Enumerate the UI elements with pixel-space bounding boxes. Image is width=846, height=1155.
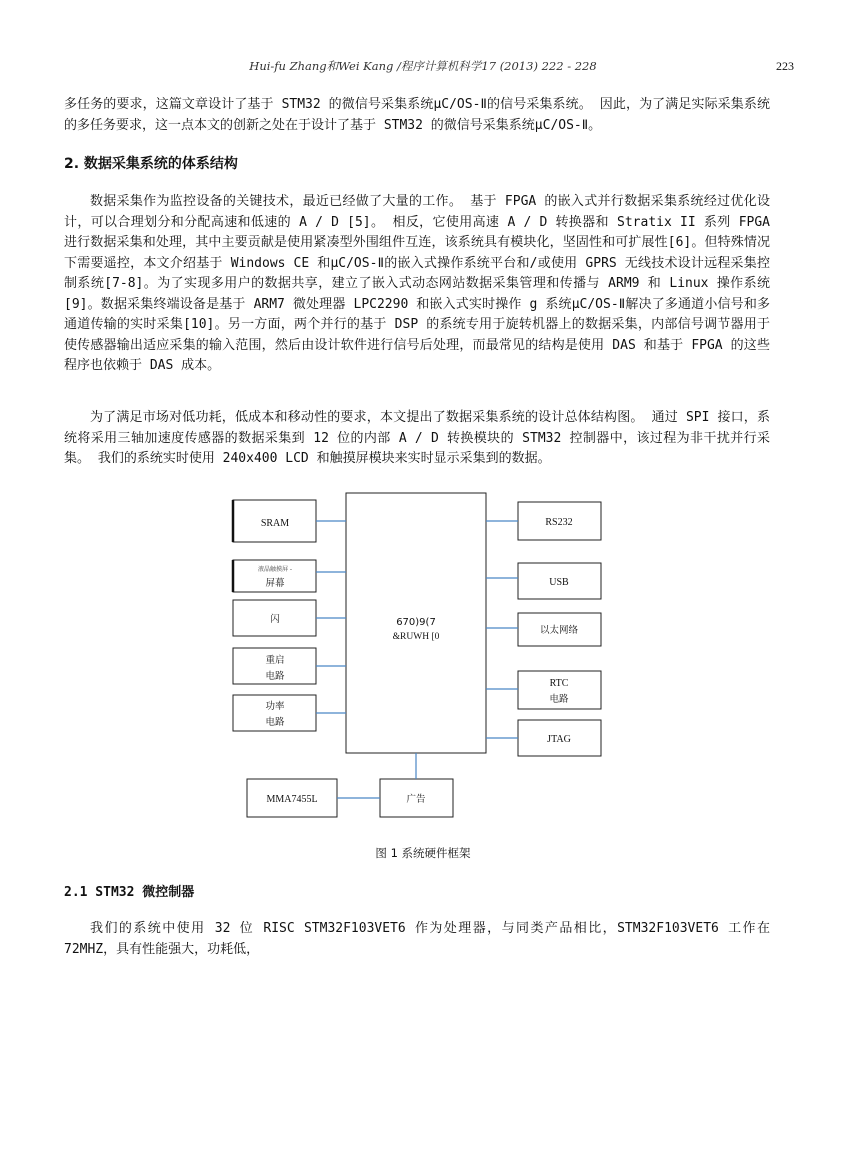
usb-label: USB [549, 577, 569, 588]
ethernet-block [518, 613, 601, 646]
lcd-label: 屏幕 [265, 578, 285, 589]
center-label-line-1: 670)9(7 [396, 617, 436, 628]
lcd-small-label: 液晶触摸屏 - [257, 566, 293, 573]
rs232-label: RS232 [545, 517, 573, 528]
section-2-1-paragraph: 我们的系统中使用 32 位 RISC STM32F103VET6 作为处理器，与同类产品相比，STM32F103VET6 工作在 72MHZ，具有性能强大，功耗低， [64, 921, 770, 957]
reset-label-2: 电路 [265, 671, 285, 682]
center-label-line-2: &RUWH [0 [392, 632, 440, 642]
running-header: Hui-fu Zhang和Wei Kang /程序计算机科学17 (2013) 222 - 228 [249, 59, 597, 73]
rtc-label-1: RTC [549, 678, 569, 689]
rtc-block [518, 671, 601, 709]
section-2-paragraph-2: 为了满足市场对低功耗，低成本和移动性的要求，本文提出了数据采集系统的设计总体结构图。 通过 SPI 接口，系统将采用三轴加速度传感器的数据采集到 12 位的内部 A / D 转换模块的 STM32 控制器中，该过程为非干扰并行采集。 我们的系统实时使用 240x400 LCD 和触摸屏模块来实时显示采集到的数据。 [64, 410, 770, 466]
lcd-block [233, 560, 316, 592]
power-label-1: 功率 [265, 701, 285, 712]
stm32-core-block [346, 493, 486, 753]
flash-label: 闪 [270, 614, 280, 625]
page-number: 223 [776, 59, 794, 73]
reset-label-1: 重启 [265, 655, 285, 666]
jtag-block [518, 720, 601, 756]
section-2-paragraph-1: 数据采集作为监控设备的关键技术，最近已经做了大量的工作。 基于 FPGA 的嵌入式并行数据采集系统经过优化设计，可以合理划分和分配高速和低速的 A / D [5]。 相反，它使用高速 A / D 转换器和 Stratix II 系列 FPGA 进行数据采集和处理，其中主要贡献是使用紧凑型外围组件互连，该系统具有模块化，坚固性和可扩展性[6]。但特殊情况下需要遥控，本文介绍基于 Windows CE 和μC/OS-Ⅱ的嵌入式操作系统平台和/或使用 GPRS 无线技术设计远程采集控制系统[7-8]。为了实现多用户的数据共享，建立了嵌入式动态网站数据采集管理和传播与 ARM9 和 Linux 操作系统[9]。数据采集终端设备是基于 ARM7 微处理器 LPC2290 和嵌入式实时操作 g 系统μC/OS-Ⅱ解决了多通道小信号和多通道传输的实时采集[10]。另一方面，两个并行的基于 DSP 的系统专用于旋转机器上的数据采集，内部信号调节器用于使传感器输出适应采集的输入范围，然后由设计软件进行信号后处理，而最常见的结构是使用 DAS 和基于 FPGA 的这些程序也依赖于 DAS 成本。 [64, 194, 770, 373]
mma7455l-block [247, 779, 337, 817]
section-2-heading: 2. 数据采集系统的体系结构 [64, 156, 238, 172]
rs232-block [518, 502, 601, 540]
section-2-1-heading: 2.1 STM32 微控制器 [64, 885, 195, 900]
ad-label: 广告 [406, 794, 426, 805]
flash-block [233, 600, 316, 636]
reset-block [233, 648, 316, 684]
rtc-label-2: 电路 [549, 694, 569, 705]
jtag-label: JTAG [547, 734, 571, 745]
sram-label: SRAM [260, 518, 290, 529]
ethernet-label: 以太网络 [539, 625, 579, 636]
ad-block [380, 779, 453, 817]
usb-block [518, 563, 601, 599]
power-block [233, 695, 316, 731]
power-label-2: 电路 [265, 717, 285, 728]
sram-block [233, 500, 316, 542]
figure-caption: 图 1 系统硬件框架 [375, 846, 471, 860]
intro-paragraph: 多任务的要求，这篇文章设计了基于 STM32 的微信号采集系统μC/OS-Ⅱ的信号采集系统。 因此，为了满足实际采集系统的多任务要求，这一点本文的创新之处在于设计了基于 STM32 的微信号采集系统μC/OS-Ⅱ。 [64, 97, 770, 133]
mma7455l-label: MMA7455L [266, 794, 318, 805]
